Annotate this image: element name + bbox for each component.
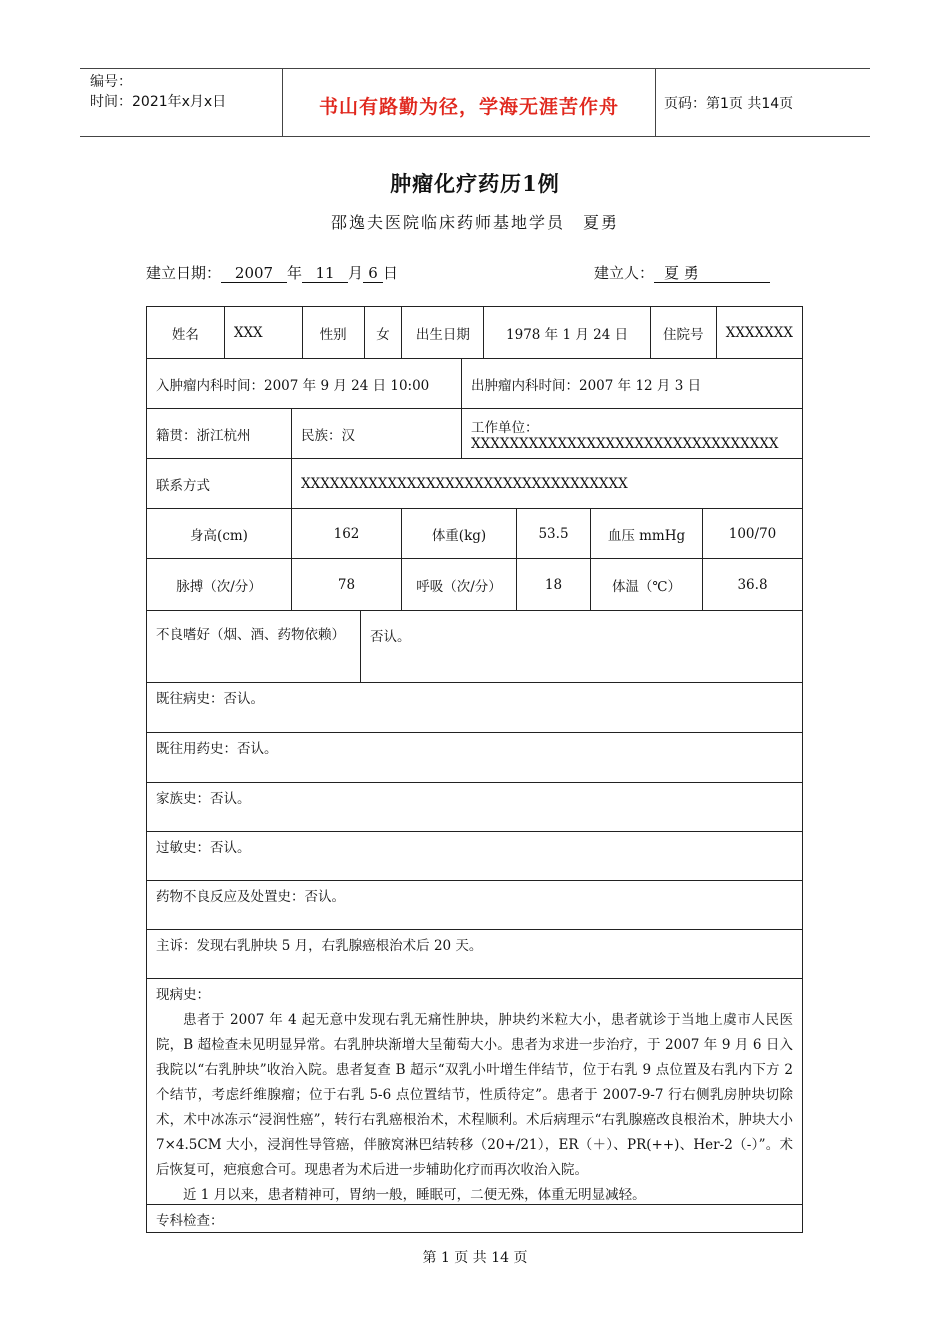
table-row: [147, 930, 802, 979]
present-illness-paragraph: 患者于 2007 年 4 起无意中发现右乳无痛性肿块，肿块约米粒大小，患者就诊于当地上虞市人民医院，B 超检查未见明显异常。右乳肿块渐增大呈葡萄大小。患者为求进一步治疗，于 2007 年 9 月 6 日入我院以“右乳肿块”收治入院。患者复查 B 超示“双乳小叶增生伴结节，位于右乳 9 点位置及右乳内下方 2 个结节，考虑纤维腺瘤；位于右乳 5-6 点位置结节，性质待定”。患者于 2007-9-7 行右侧乳房肿块切除术，术中冰冻示“浸润性癌”，转行右乳癌根治术，术程顺利。术后病理示“右乳腺癌改良根治术，肿块大小 7×4.5CM 大小，浸润性导管癌，伴腋窝淋巴结转移（20+/21），ER（＋）、PR(++)、Her-2（-）”。术后恢复可，疤痕愈合可。现患者为术后进一步辅助化疗而再次收治入院。: [156, 1012, 793, 1178]
header-top-rule: [80, 68, 870, 69]
present-illness-paragraph: 近 1 月以来，患者精神可，胃纳一般，睡眠可，二便无殊，体重无明显减轻。: [183, 1187, 646, 1203]
table-row: [147, 559, 802, 611]
table-row: [147, 1205, 802, 1232]
habits-value: 否认。: [370, 629, 411, 645]
document-subtitle: 邵逸夫医院临床药师基地学员 夏勇: [330, 213, 619, 232]
table-row: [147, 359, 802, 409]
native-place: 籍贯：浙江杭州: [147, 409, 292, 458]
pulse-value: 78: [292, 559, 402, 610]
admit-time: 入肿瘤内科时间：2007 年 9 月 24 日 10:00: [147, 359, 462, 408]
habits-label: 不良嗜好（烟、酒、药物依赖）: [147, 611, 361, 682]
table-row: [147, 683, 802, 733]
month-value: 11: [302, 264, 348, 283]
header-page-number: 页码：第1页 共14页: [664, 96, 794, 112]
day-value: 6: [363, 264, 383, 283]
month-unit: 月: [348, 264, 364, 282]
patient-record-table: [146, 306, 803, 1233]
time-label: 时间：2021年x月x日: [90, 94, 227, 110]
creator: [594, 262, 770, 283]
admission-no-value: XXXXXXX: [725, 324, 793, 341]
table-row: [147, 509, 802, 559]
table-row: [147, 733, 802, 783]
header-meta: [90, 72, 226, 112]
name-label: 姓名: [147, 307, 225, 358]
contact-value: XXXXXXXXXXXXXXXXXXXXXXXXXXXXXXXXXX: [301, 475, 628, 492]
work-unit: 工作单位：XXXXXXXXXXXXXXXXXXXXXXXXXXXXXXXX: [471, 419, 779, 452]
document-title: 肿瘤化疗药历1例: [390, 171, 560, 196]
past-illness: 既往病史：否认。: [156, 691, 264, 707]
header-divider: [282, 68, 283, 136]
birth-label: 出生日期: [402, 307, 484, 358]
height-label: 身高(cm): [147, 509, 292, 558]
chief-complaint: 主诉：发现右乳肿块 5 月，右乳腺癌根治术后 20 天。: [156, 938, 483, 954]
present-illness-section: [147, 979, 802, 1205]
present-illness-label: 现病史：: [156, 987, 210, 1003]
sex-value: 女: [365, 307, 403, 358]
table-row: [147, 783, 802, 832]
created-date: [146, 262, 398, 283]
table-row: [147, 881, 802, 930]
height-value: 162: [292, 509, 402, 558]
bp-label: 血压 mmHg: [591, 509, 703, 558]
contact-label: 联系方式: [147, 459, 292, 508]
weight-label: 体重(kg): [402, 509, 517, 558]
pulse-label: 脉搏（次/分）: [147, 559, 292, 610]
table-row: [147, 611, 802, 683]
discharge-time: 出肿瘤内科时间：2007 年 12 月 3 日: [471, 377, 702, 394]
resp-label: 呼吸（次/分）: [402, 559, 517, 610]
table-row: [147, 459, 802, 509]
day-unit: 日: [383, 264, 399, 282]
resp-value: 18: [517, 559, 591, 610]
created-date-label: 建立日期：: [146, 264, 222, 282]
family-history: 家族史：否认。: [156, 791, 251, 807]
weight-value: 53.5: [517, 509, 591, 558]
temp-value: 36.8: [737, 576, 768, 593]
header-divider: [655, 68, 656, 136]
table-row: [147, 307, 802, 359]
year-unit: 年: [287, 264, 303, 282]
specialist-exam: 专科检查：: [156, 1212, 224, 1229]
creator-label: 建立人：: [594, 264, 655, 282]
table-row: [147, 832, 802, 881]
footer-page-number: 第 1 页 共 14 页: [422, 1250, 528, 1266]
adr-history: 药物不良反应及处置史：否认。: [156, 889, 345, 905]
bp-value: 100/70: [728, 525, 777, 542]
number-label: 编号：: [90, 74, 132, 90]
sex-label: 性别: [303, 307, 365, 358]
admission-no-label: 住院号: [651, 307, 717, 358]
past-medications: 既往用药史：否认。: [156, 741, 278, 757]
temp-label: 体温（℃）: [591, 559, 703, 610]
allergy-history: 过敏史：否认。: [156, 840, 251, 856]
year-value: 2007: [221, 264, 287, 283]
ethnicity: 民族：汉: [292, 409, 462, 458]
creator-value: 夏 勇: [654, 264, 770, 283]
table-row: [147, 409, 802, 459]
header-motto: 书山有路勤为径，学海无涯苦作舟: [318, 96, 619, 118]
header-bottom-rule: [80, 136, 870, 137]
birth-value: 1978 年 1 月 24 日: [484, 307, 651, 358]
name-value: XXX: [225, 307, 303, 358]
